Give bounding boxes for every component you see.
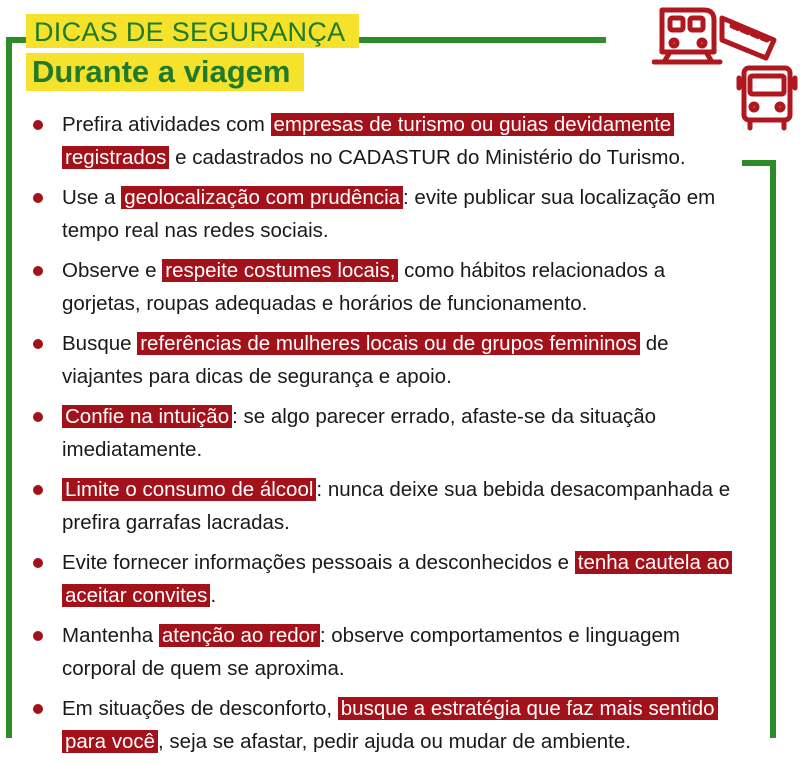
tip-text: Prefira atividades com <box>62 113 271 136</box>
bullet-icon <box>33 193 43 203</box>
tip-text: Evite fornecer informações pessoais a desconhecidos e <box>62 551 575 574</box>
tip-item <box>30 619 740 685</box>
tip-highlight: atenção ao redor <box>159 624 320 647</box>
tip-highlight: Limite o consumo de álcool <box>62 478 316 501</box>
tip-item <box>30 400 740 466</box>
header-kicker: DICAS DE SEGURANÇA <box>26 14 359 48</box>
tip-text: : se algo parecer errado, afaste-se da situação imediatamente. <box>62 405 657 461</box>
tip-text: : observe comportamentos e linguagem corporal de quem se aproxima. <box>62 624 680 680</box>
tip-text: , seja se afastar, pedir ajuda ou mudar de ambiente. <box>158 730 631 753</box>
tip-text: como hábitos relacionados a gorjetas, roupas adequadas e horários de funcionamento. <box>62 259 666 315</box>
tip-item <box>30 473 740 539</box>
tip-text: Observe e <box>62 259 163 282</box>
tip-highlight: tenha cautela ao aceitar convites <box>62 551 732 607</box>
tip-text: Em situações de desconforto, <box>62 697 338 720</box>
tip-text: de viajantes para dicas de segurança e apoio. <box>62 332 669 388</box>
page-title: Durante a viagem <box>26 53 304 91</box>
train-icon <box>652 0 784 70</box>
tip-text: e cadastrados no CADASTUR do Ministério do Turismo. <box>169 146 686 169</box>
bullet-icon <box>33 412 43 422</box>
bullet-icon <box>33 704 43 714</box>
bullet-icon <box>33 266 43 276</box>
bus-icon <box>736 62 798 132</box>
bullet-icon <box>33 339 43 349</box>
tip-text: Mantenha <box>62 624 159 647</box>
tip-highlight: respeite costumes locais, <box>162 259 398 282</box>
frame-left-border <box>6 37 12 738</box>
bullet-icon <box>33 558 43 568</box>
tip-highlight: busque a estratégia que faz mais sentido para você <box>62 697 718 753</box>
tip-highlight: empresas de turismo ou guias devidamente registrados <box>62 113 674 169</box>
tip-item <box>30 254 740 320</box>
tip-highlight: geolocalização com prudência <box>121 186 403 209</box>
tip-item <box>30 546 740 612</box>
frame-right-border <box>770 160 776 738</box>
bullet-icon <box>33 120 43 130</box>
tip-item <box>30 327 740 393</box>
tip-text: : evite publicar sua localização em tempo real nas redes sociais. <box>62 186 716 242</box>
bullet-icon <box>33 631 43 641</box>
tip-item <box>30 692 740 758</box>
tip-item <box>30 181 740 247</box>
bullet-icon <box>33 485 43 495</box>
tip-highlight: referências de mulheres locais ou de grupos femininos <box>137 332 640 355</box>
tip-text: Use a <box>62 186 122 209</box>
safety-tips-list <box>30 108 740 765</box>
tip-text: Busque <box>62 332 138 355</box>
tip-highlight: Confie na intuição <box>62 405 232 428</box>
tip-text: : nunca deixe sua bebida desacompanhada e prefira garrafas lacradas. <box>62 478 731 534</box>
tip-text: . <box>210 584 217 607</box>
tip-item <box>30 108 740 174</box>
